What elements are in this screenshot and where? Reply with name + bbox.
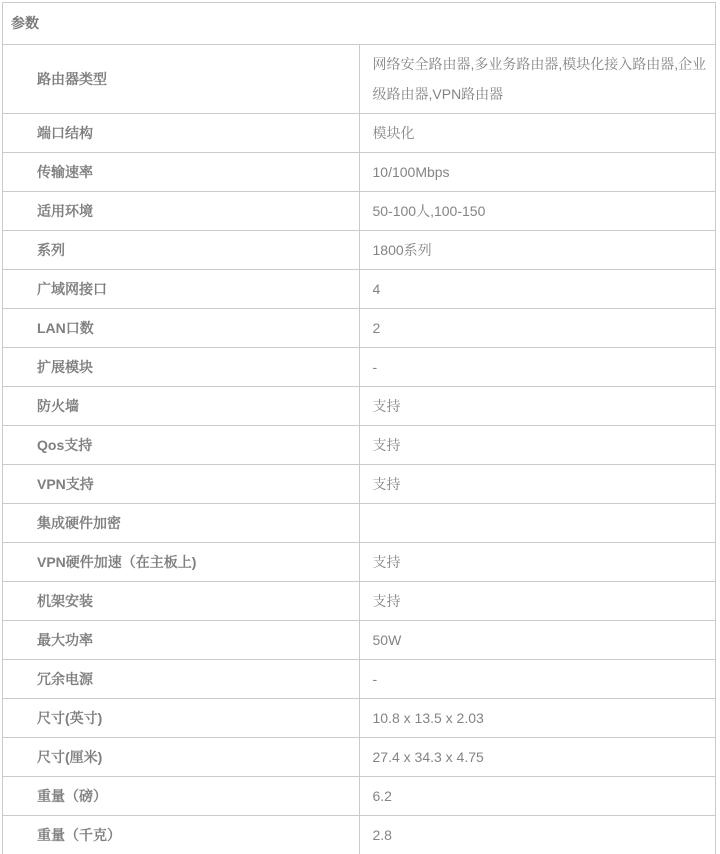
spec-row bbox=[3, 45, 716, 114]
spec-label: 广域网接口 bbox=[3, 270, 360, 309]
spec-value: 10.8 x 13.5 x 2.03 bbox=[359, 699, 716, 738]
spec-label: 机架安装 bbox=[3, 582, 360, 621]
spec-label: 路由器类型 bbox=[3, 45, 360, 114]
spec-row bbox=[3, 777, 716, 816]
spec-row bbox=[3, 504, 716, 543]
spec-label: 端口结构 bbox=[3, 114, 360, 153]
spec-row bbox=[3, 660, 716, 699]
spec-value: 27.4 x 34.3 x 4.75 bbox=[359, 738, 716, 777]
spec-value: 网络安全路由器,多业务路由器,模块化接入路由器,企业级路由器,VPN路由器 bbox=[359, 45, 716, 114]
spec-value: 2.8 bbox=[359, 816, 716, 854]
spec-table-head bbox=[3, 3, 716, 45]
spec-table-body bbox=[3, 45, 716, 854]
spec-label: 系列 bbox=[3, 231, 360, 270]
spec-value: - bbox=[359, 348, 716, 387]
spec-row bbox=[3, 114, 716, 153]
spec-value bbox=[359, 504, 716, 543]
spec-row bbox=[3, 426, 716, 465]
spec-value: 支持 bbox=[359, 387, 716, 426]
spec-row bbox=[3, 699, 716, 738]
spec-table bbox=[2, 2, 716, 854]
spec-label: 集成硬件加密 bbox=[3, 504, 360, 543]
spec-label: Qos支持 bbox=[3, 426, 360, 465]
spec-row bbox=[3, 270, 716, 309]
spec-row bbox=[3, 231, 716, 270]
spec-row bbox=[3, 816, 716, 854]
table-title: 参数 bbox=[3, 3, 716, 45]
spec-label: 扩展模块 bbox=[3, 348, 360, 387]
spec-value: 支持 bbox=[359, 465, 716, 504]
spec-label: 尺寸(英寸) bbox=[3, 699, 360, 738]
spec-label: 适用环境 bbox=[3, 192, 360, 231]
spec-value: 支持 bbox=[359, 543, 716, 582]
spec-value: 支持 bbox=[359, 426, 716, 465]
spec-label: 重量（千克） bbox=[3, 816, 360, 854]
spec-value: - bbox=[359, 660, 716, 699]
spec-row bbox=[3, 738, 716, 777]
spec-row bbox=[3, 192, 716, 231]
spec-label: 重量（磅） bbox=[3, 777, 360, 816]
spec-label: LAN口数 bbox=[3, 309, 360, 348]
spec-value: 10/100Mbps bbox=[359, 153, 716, 192]
spec-label: 防火墙 bbox=[3, 387, 360, 426]
spec-row bbox=[3, 309, 716, 348]
spec-label: 传输速率 bbox=[3, 153, 360, 192]
spec-value: 50-100人,100-150 bbox=[359, 192, 716, 231]
spec-value: 4 bbox=[359, 270, 716, 309]
spec-row bbox=[3, 387, 716, 426]
spec-value: 支持 bbox=[359, 582, 716, 621]
spec-label: VPN支持 bbox=[3, 465, 360, 504]
spec-label: VPN硬件加速（在主板上) bbox=[3, 543, 360, 582]
spec-row bbox=[3, 153, 716, 192]
spec-value: 模块化 bbox=[359, 114, 716, 153]
spec-value: 6.2 bbox=[359, 777, 716, 816]
spec-row bbox=[3, 348, 716, 387]
spec-label: 最大功率 bbox=[3, 621, 360, 660]
spec-row bbox=[3, 582, 716, 621]
spec-label: 冗余电源 bbox=[3, 660, 360, 699]
spec-row bbox=[3, 543, 716, 582]
spec-value: 2 bbox=[359, 309, 716, 348]
spec-value: 1800系列 bbox=[359, 231, 716, 270]
spec-row bbox=[3, 465, 716, 504]
spec-row bbox=[3, 621, 716, 660]
table-title-row bbox=[3, 3, 716, 45]
spec-value: 50W bbox=[359, 621, 716, 660]
spec-label: 尺寸(厘米) bbox=[3, 738, 360, 777]
